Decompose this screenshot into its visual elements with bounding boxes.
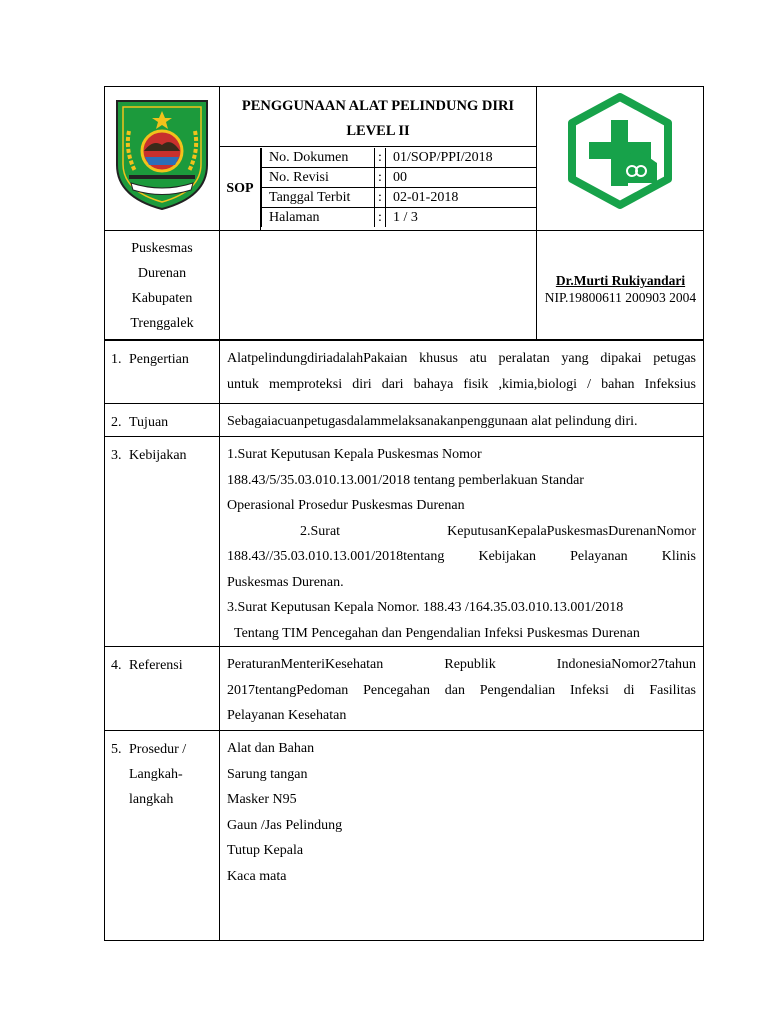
- section-title-line: Langkah-: [129, 767, 183, 782]
- document-header: [104, 86, 704, 231]
- section-label: [105, 404, 220, 437]
- content-line: Kaca mata: [227, 868, 287, 884]
- section-number: 3.: [111, 448, 122, 463]
- section-title-line: langkah: [129, 792, 174, 807]
- section-title: [129, 737, 211, 812]
- section-title: Pengertian: [129, 352, 189, 367]
- content-line: Tutup Kepala: [227, 843, 304, 858]
- sop-content-table: [104, 340, 704, 941]
- section-title-line: Prosedur /: [129, 742, 187, 757]
- org-name-line: Kabupaten: [131, 291, 193, 306]
- section-label: [105, 731, 220, 941]
- content-line: 188.43/5/35.03.010.13.001/2018 tentang pemberlakuan Standar: [227, 472, 584, 488]
- org-name-line: Durenan: [137, 266, 187, 281]
- section-title: Kebijakan: [129, 448, 187, 463]
- meta-colon: :: [375, 168, 386, 188]
- document-title: [220, 87, 536, 147]
- section-number: 1.: [111, 352, 122, 367]
- section-number: 5.: [111, 742, 122, 757]
- content-line: Sebagaiacuanpetugasdalammelaksanakanpenggunaan alat pelindung diri.: [227, 414, 638, 429]
- puskesmas-logo: [536, 87, 704, 230]
- table-row: [105, 731, 704, 941]
- meta-value: 01/SOP/PPI/2018: [386, 148, 537, 168]
- section-content: [220, 647, 704, 731]
- content-line: 188.43//35.03.010.13.001/2018tentang Kebijakan Pelayanan Klinis: [227, 549, 696, 564]
- section-content: [220, 341, 704, 404]
- meta-row: [262, 208, 537, 228]
- sop-label: SOP: [220, 148, 261, 230]
- meta-key: Tanggal Terbit: [262, 188, 375, 208]
- content-line: 2.Surat KeputusanKepalaPuskesmasDurenanNomor: [300, 523, 696, 539]
- meta-key: No. Dokumen: [262, 148, 375, 168]
- content-line: Pelayanan Kesehatan: [227, 708, 347, 723]
- section-label: [105, 341, 220, 404]
- section-label: [105, 437, 220, 647]
- section-title: Referensi: [129, 658, 183, 673]
- content-line: untuk memproteksi diri dari bahaya fisik ,kimia,biologi / bahan Infeksius: [227, 376, 696, 392]
- regency-emblem-icon: [105, 87, 219, 230]
- meta-colon: :: [375, 188, 386, 208]
- meta-key: No. Revisi: [262, 168, 375, 188]
- content-line: Tentang TIM Pencegahan dan Pengendalian Infeksi Puskesmas Durenan: [234, 625, 640, 641]
- meta-row: [262, 168, 537, 188]
- title-line-2: LEVEL II: [346, 123, 410, 139]
- meta-key: Halaman: [262, 208, 375, 228]
- meta-colon: :: [375, 148, 386, 168]
- table-row: [105, 647, 704, 731]
- signature-block: [536, 231, 704, 339]
- section-label: [105, 647, 220, 731]
- meta-value: 00: [386, 168, 537, 188]
- content-line: Operasional Prosedur Puskesmas Durenan: [227, 498, 465, 513]
- meta-colon: :: [375, 208, 386, 228]
- section-number: 4.: [111, 658, 122, 673]
- content-line: 3.Surat Keputusan Kepala Nomor. 188.43 /164.35.03.010.13.001/2018: [227, 600, 624, 615]
- content-line: 2017tentangPedoman Pencegahan dan Pengendalian Infeksi di Fasilitas: [227, 682, 696, 698]
- content-line: Gaun /Jas Pelindung: [227, 817, 343, 833]
- meta-value: 1 / 3: [386, 208, 537, 228]
- table-row: [105, 404, 704, 437]
- org-name-line: Puskesmas: [131, 241, 193, 256]
- content-line: Sarung tangan: [227, 766, 308, 782]
- meta-row: [262, 148, 537, 168]
- meta-value: 02-01-2018: [386, 188, 537, 208]
- content-line: Masker N95: [227, 792, 297, 807]
- content-line: Alat dan Bahan: [227, 741, 315, 756]
- section-content: [220, 404, 704, 437]
- section-title: Tujuan: [129, 415, 169, 430]
- content-line: PeraturanMenteriKesehatan Republik IndonesiaNomor27tahun: [227, 657, 696, 672]
- organization-name: [105, 231, 220, 339]
- content-line: 1.Surat Keputusan Kepala Puskesmas Nomor: [227, 447, 482, 462]
- meta-row: [262, 188, 537, 208]
- document-meta-table: [261, 148, 536, 227]
- section-number: 2.: [111, 415, 122, 430]
- section-content: [220, 731, 704, 941]
- sop-document: [104, 86, 704, 941]
- regency-emblem: [105, 87, 220, 230]
- section-content: [220, 437, 704, 647]
- title-line-1: PENGGUNAAN ALAT PELINDUNG DIRI: [241, 98, 515, 114]
- puskesmas-logo-icon: [537, 87, 704, 230]
- content-line: Puskesmas Durenan.: [227, 574, 344, 590]
- org-name-line: Trenggalek: [130, 316, 194, 331]
- signer-nip: NIP.19800611 200903 2004: [544, 290, 697, 305]
- content-line: AlatpelindungdiriadalahPakaian khusus atu peralatan yang dipakai petugas: [227, 351, 696, 366]
- table-row: [105, 437, 704, 647]
- table-row: [105, 341, 704, 404]
- organization-row: [104, 231, 704, 340]
- signer-name: Dr.Murti Rukiyandari: [555, 273, 686, 288]
